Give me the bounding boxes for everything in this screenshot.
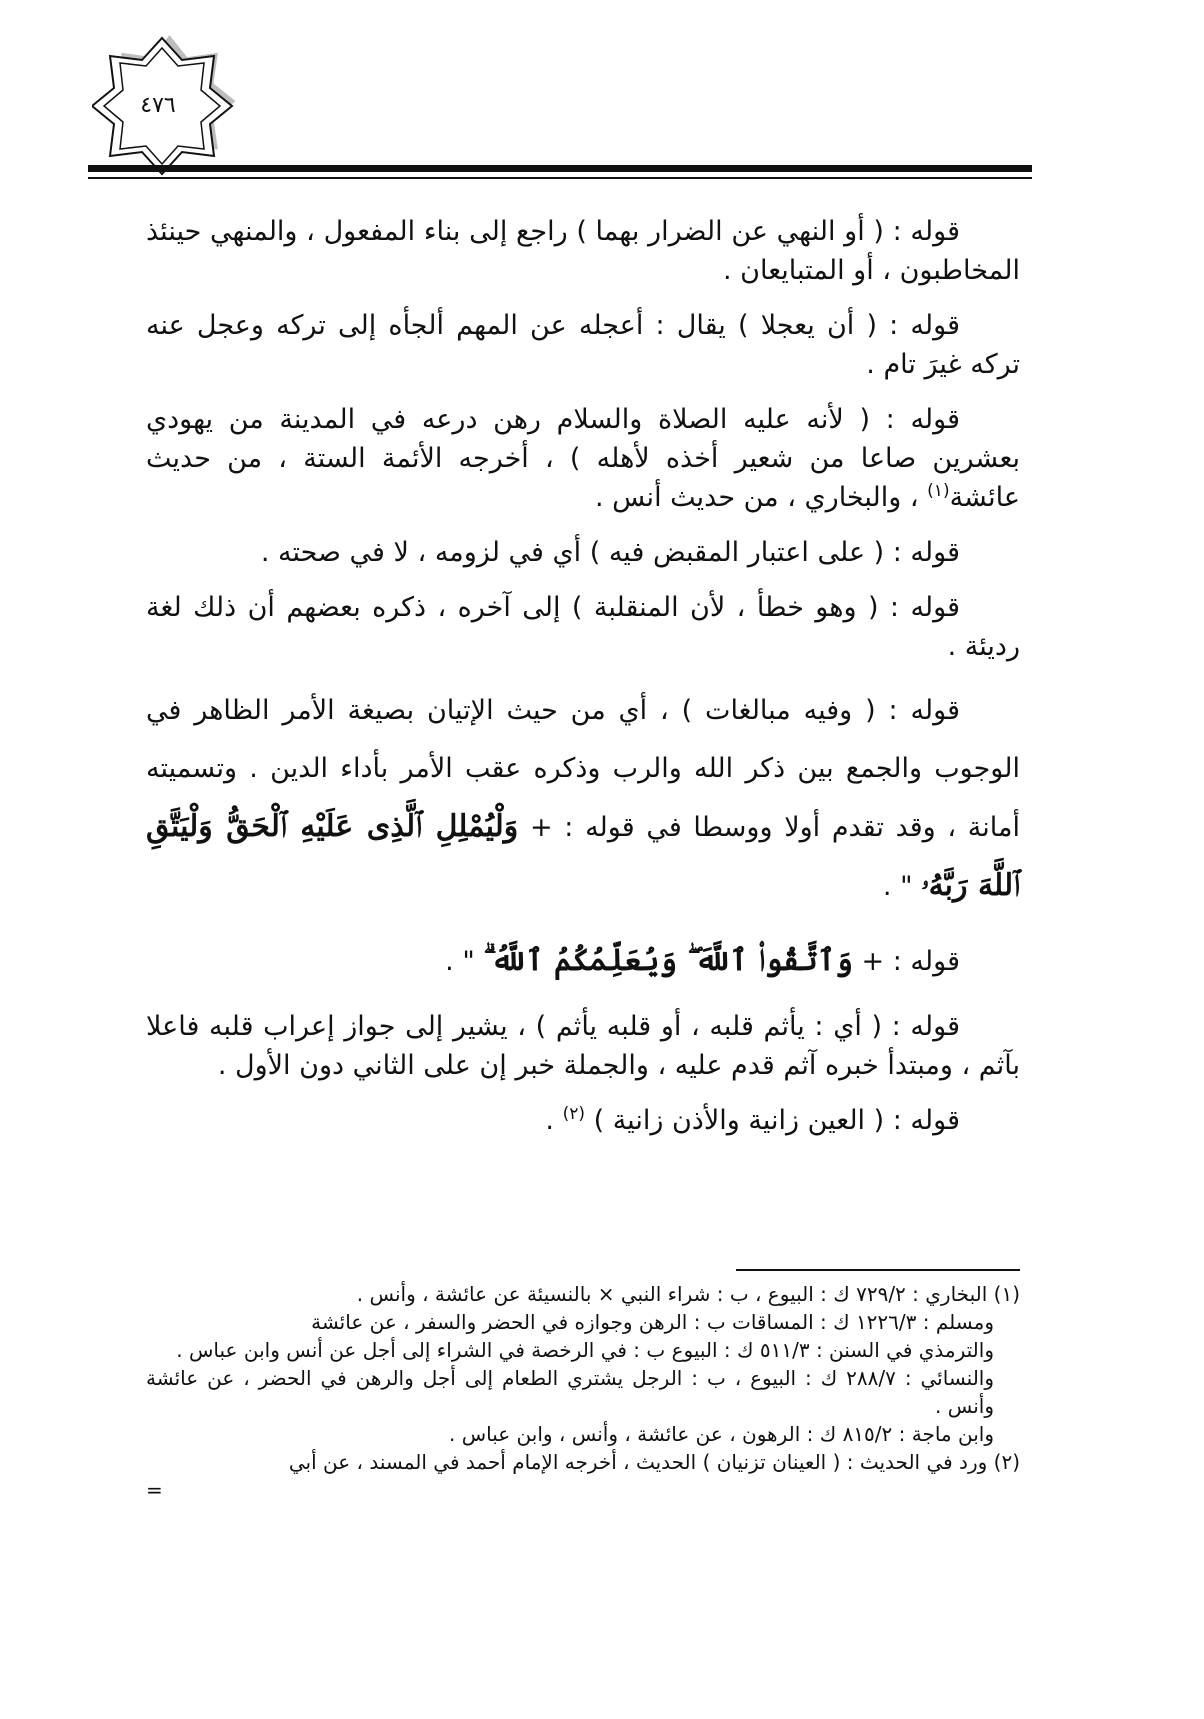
quran-verse: وَٱتَّقُوا۟ ٱللَّهَ ۖ وَيُعَلِّمُكُمُ ٱللَّهُ ۗ xyxy=(483,943,853,978)
paragraph: قوله : ( وهو خطأ ، لأن المنقلبة ) إلى آخره ، ذكره بعضهم أن ذلك لغة رديئة . xyxy=(146,592,1020,662)
quran-verse: وَلْيُمْلِلِ ٱلَّذِى عَلَيْهِ ٱلْحَقُّ وَلْيَتَّقِ ٱللَّهَ رَبَّهُۥ xyxy=(146,809,1020,903)
paragraph: قوله : ( لأنه عليه الصلاة والسلام رهن درعه في المدينة من يهودي بعشرين صاعا من شعير أخذه لأهله ) ، أخرجه الأئمة الستة ، من حديث عائشة$^{(١)}$ ، والبخاري ، من حديث أنس . xyxy=(146,404,1020,513)
paragraph: قوله : ( أي : يأثم قلبه ، أو قلبه يأثم ) ، يشير إلى جواز إعراب قلبه فاعلا بآثم ، ومبتدأ خبره آثم قدم عليه ، والجملة خبر إن على الثاني دون الأول . xyxy=(146,1011,1020,1081)
footnote-line: (٢) ورد في الحديث : ( العينان تزنيان ) الحديث ، أخرجه الإمام أحمد في المسند ، عن أبي xyxy=(288,1450,1020,1474)
footnotes xyxy=(146,1280,1020,1504)
footnote-line: والترمذي في السنن : ٥١١/٣ ك : البيوع ب : في الرخصة في الشراء إلى أجل عن أنس وابن عباس . xyxy=(176,1338,994,1362)
paragraph: قوله : ( أو النهي عن الضرار بهما ) راجع إلى بناء المفعول ، والمنهي حينئذ المخاطبون ، أو المتبايعان . xyxy=(146,216,1020,286)
page-number-badge xyxy=(92,30,242,180)
footnote-line: (١) البخاري : ٧٢٩/٢ ك : البيوع ، ب : شراء النبي × بالنسيئة عن عائشة ، وأنس . xyxy=(356,1282,1020,1306)
paragraph: قوله : ( على اعتبار المقبض فيه ) أي في لزومه ، لا في صحته . xyxy=(260,537,960,568)
main-text xyxy=(146,212,1020,1156)
paragraph: قوله : + وَٱتَّقُوا۟ ٱللَّهَ ۖ وَيُعَلِّمُكُمُ ٱللَّهُ ۗ " . xyxy=(445,943,960,978)
continuation-mark: = xyxy=(146,1478,163,1502)
paragraph: قوله : ( وفيه مبالغات ) ، أي من حيث الإتيان بصيغة الأمر الظاهر في الوجوب والجمع بين ذكر الله والرب وذكره عقب الأمر بأداء الدين . وتسميته أمانة ، وقد تقدم أولا ووسطا في قوله : + وَلْيُمْلِلِ ٱلَّذِى عَلَيْهِ ٱلْحَقُّ وَلْيَتَّقِ ٱللَّهَ رَبَّهُۥ " . xyxy=(146,695,1020,903)
footnote-separator xyxy=(736,1269,1020,1271)
footnote-line: ومسلم : ١٢٢٦/٣ ك : المساقات ب : الرهن وجوازه في الحضر والسفر ، عن عائشة xyxy=(311,1310,994,1334)
footnote-line: والنسائي : ٢٨٨/٧ ك : البيوع ، ب : الرجل يشتري الطعام إلى أجل والرهن في الحضر ، عن عائشة وأنس . xyxy=(146,1366,995,1418)
footnote-line: وابن ماجة : ٨١٥/٢ ك : الرهون ، عن عائشة ، وأنس ، وابن عباس . xyxy=(448,1422,994,1446)
page-number: ٤٧٦ xyxy=(140,92,176,118)
header-rule-thick xyxy=(88,165,1032,172)
header-rule-thin xyxy=(88,177,1032,179)
paragraph: قوله : ( أن يعجلا ) يقال : أعجله عن المهم ألجأه إلى تركه وعجل عنه تركه غيرَ تام . xyxy=(146,310,1020,380)
footnote-ref[interactable]: (٢) xyxy=(562,1104,585,1124)
footnote-ref[interactable]: (١) xyxy=(927,481,950,501)
paragraph: قوله : ( العين زانية والأذن زانية ) $^{(٢)}$ . xyxy=(545,1104,960,1136)
